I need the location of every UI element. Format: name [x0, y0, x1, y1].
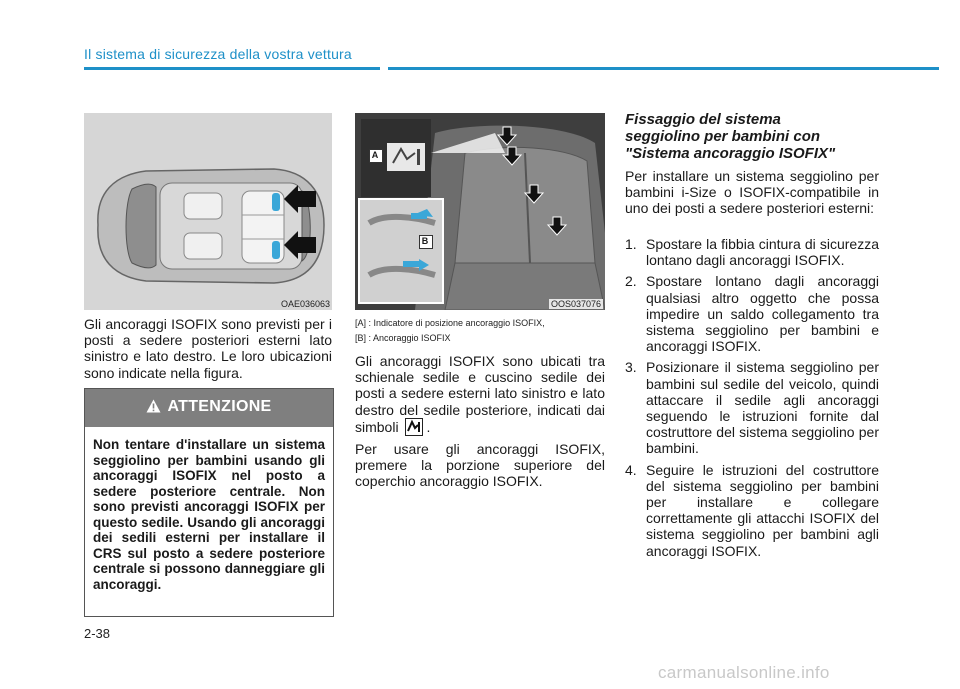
- warning-title-text: ATTENZIONE: [167, 398, 272, 415]
- step-item: [625, 359, 879, 456]
- warning-box: [84, 388, 334, 617]
- figure-code-middle: OOS037076: [550, 299, 601, 309]
- figure-rear-seat-isofix: [355, 113, 605, 310]
- header-rule: [84, 67, 939, 70]
- step-item: [625, 273, 879, 354]
- figure-car-top-view: [84, 113, 332, 310]
- warning-header: [85, 389, 333, 427]
- section-title: Fissaggio del sistema seggiolino per bambini con "Sistema ancoraggio ISOFIX": [625, 111, 836, 162]
- step-text: Spostare la fibbia cintura di sicurezza lontano dagli ancoraggi ISOFIX.: [646, 236, 879, 269]
- warning-triangle-icon: [146, 399, 161, 418]
- step-text: Seguire le istruzioni del costruttore del sistema seggiolino per bambini per installare e collegare correttamente gli attacchi ISOFIX del sistema seggiolino per bambini agli ancoraggi ISOFIX.: [646, 461, 879, 559]
- steps-list: [625, 236, 879, 564]
- label-a-text: A: [371, 150, 379, 160]
- figure-code-left: OAE036063: [280, 299, 330, 309]
- middle-paragraph-1-end: .: [426, 418, 431, 435]
- middle-paragraph-1: [355, 353, 605, 439]
- middle-paragraph-1-text: Gli ancoraggi ISOFIX sono ubicati tra schienale sedile e cuscino sedile dei posti a sedere esterni lato sinistro e lato destro del sedile posteriore, indicati dai simboli: [355, 353, 605, 435]
- isofix-symbol-icon: [405, 418, 423, 439]
- header-rule-gap: [380, 66, 388, 71]
- caption-b: [B] : Ancoraggio ISOFIX: [355, 333, 451, 343]
- car-top-view-illustration: [84, 113, 332, 310]
- right-intro: Per installare un sistema seggiolino per bambini i-Size o ISOFIX-compatibile in uno dei posti a sedere posteriori esterni:: [625, 168, 879, 217]
- step-number: 3.: [625, 359, 637, 376]
- step-item: [625, 462, 879, 559]
- warning-text: Non tentare d'installare un sistema seggiolino per bambini usando gli ancoraggi ISOFIX nel posto a sedere posteriore centrale. Non sono previsti ancoraggi ISOFIX per questo sedile. Usando gli ancoraggi dei sedili esterni per installare il CRS sul posto a sedere posteriore centrale si possono danneggiare gli ancoraggi.: [93, 437, 325, 592]
- step-number: 2.: [625, 273, 637, 290]
- step-number: 4.: [625, 461, 637, 478]
- step-number: 1.: [625, 236, 637, 252]
- watermark-text: carmanualsonline.info: [658, 663, 830, 682]
- rear-seat-illustration: [355, 113, 605, 310]
- step-item: [625, 236, 879, 268]
- caption-a: [A] : Indicatore di posizione ancoraggio ISOFIX,: [355, 318, 545, 328]
- label-b-text: B: [421, 236, 429, 246]
- warning-title: [85, 398, 333, 418]
- step-text: Spostare lontano dagli ancoraggi qualsiasi altro oggetto che possa impedire un saldo collegamento tra sistema seggiolino per bambini e ancoraggi ISOFIX.: [646, 273, 879, 355]
- left-paragraph: Gli ancoraggi ISOFIX sono previsti per i posti a sedere posteriori esterni lato sinistro e lato destro. Le loro ubicazioni sono indicate nella figura.: [84, 316, 332, 381]
- page-number: 2-38: [84, 626, 111, 641]
- step-text: Posizionare il sistema seggiolino per bambini sul sedile del veicolo, quindi attaccare il sedile agli ancoraggi seguendo le istruzioni fornite dal costruttore del sistema seggiolino per bambini.: [646, 359, 879, 457]
- section-header-title: Il sistema di sicurezza della vostra vettura: [84, 46, 352, 62]
- middle-paragraph-2: Per usare gli ancoraggi ISOFIX, premere la porzione superiore del coperchio ancoraggio ISOFIX.: [355, 441, 605, 490]
